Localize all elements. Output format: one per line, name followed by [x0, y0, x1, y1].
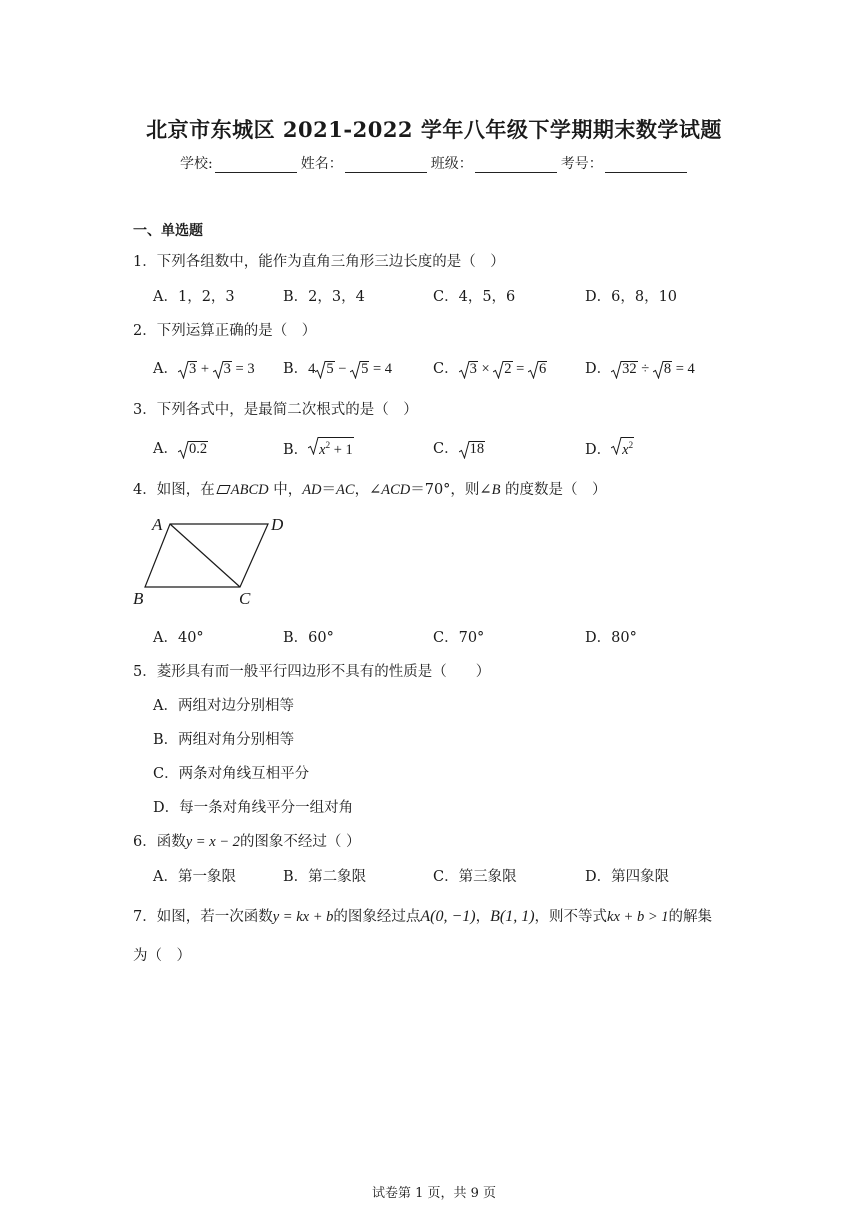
question-2-option-b: B．4 5 − 5 = 4 [283, 361, 393, 377]
school-field[interactable] [215, 157, 297, 173]
section-title: 一、单选题 [133, 223, 203, 239]
question-4-option-b: B．60° [283, 630, 334, 646]
school-label: 学校: [180, 156, 213, 172]
question-3-option-a: A． 0.2 [153, 441, 208, 457]
exam-no-label: 考号： [560, 156, 603, 172]
exam-no-field[interactable] [605, 157, 687, 173]
question-1-option-a: A．1，2，3 [153, 289, 235, 305]
question-6-option-d: D．第四象限 [585, 869, 670, 885]
question-3-option-b: B． $x^2 + 1$ [283, 437, 354, 459]
question-7-stem: 7．如图，若一次函数y = kx + b的图象经过点A(0, −1)，B(1, 1)，则不等式kx + b > 1的解集 [133, 908, 712, 925]
question-4-option-a: A．40° [153, 630, 204, 646]
question-3-option-d: D． $x^2$ [585, 437, 634, 459]
question-4-option-d: D．80° [585, 630, 637, 646]
question-3-stem: 3．下列各式中，是最简二次根式的是（ ） [133, 402, 418, 418]
name-label: 姓名： [300, 156, 343, 172]
parallelogram-abcd [145, 524, 268, 587]
question-4-option-c: C．70° [433, 630, 485, 646]
diagonal-ac [170, 524, 240, 587]
question-7-stem-line2: 为（ ） [133, 948, 191, 964]
page-title: 北京市东城区 2021-2022 学年八年级下学期期末数学试题 [146, 117, 722, 142]
question-2-stem: 2．下列运算正确的是（ ） [133, 323, 317, 339]
question-1-option-c: C．4，5，6 [433, 289, 516, 305]
vertex-label-b: B [133, 589, 144, 608]
vertex-label-a: A [152, 515, 163, 534]
question-6-option-c: C．第三象限 [433, 869, 517, 885]
page-footer: 试卷第 1 页，共 9 页 [371, 1186, 497, 1201]
vertex-label-d: D [271, 515, 284, 534]
question-5-option-c: C．两条对角线互相平分 [153, 766, 310, 782]
parallelogram-icon [216, 485, 230, 494]
class-label: 班级： [430, 156, 473, 172]
question-3-option-c: C． 18 [433, 441, 485, 457]
question-5-option-a: A．两组对边分别相等 [153, 698, 294, 714]
question-6-option-a: A．第一象限 [153, 869, 236, 885]
student-info-row [180, 153, 691, 173]
question-2-option-d: D． 32 ÷ 8 = 4 [585, 361, 695, 377]
name-field[interactable] [345, 157, 427, 173]
question-5-stem: 5．菱形具有而一般平行四边形不具有的性质是（ ） [133, 664, 491, 680]
question-2-option-a: A． 3 + 3 = 3 [153, 361, 255, 377]
question-5-option-b: B．两组对角分别相等 [153, 732, 295, 748]
question-1-option-d: D．6，8，10 [585, 289, 678, 305]
question-5-option-d: D．每一条对角线平分一组对角 [153, 800, 354, 816]
vertex-label-c: C [239, 589, 251, 608]
question-2-option-c: C． 3 × 2 = 6 [433, 361, 547, 377]
question-1-option-b: B．2，3，4 [283, 289, 365, 305]
class-field[interactable] [475, 157, 557, 173]
question-6-option-b: B．第二象限 [283, 869, 367, 885]
question-1-stem: 1．下列各组数中，能作为直角三角形三边长度的是（ ） [133, 254, 505, 270]
question-4-stem: 4．如图，在 ABCD 中，AD＝AC，∠ACD＝70°，则∠B 的度数是（ ） [133, 482, 607, 498]
question-6-stem: 6．函数y = x − 2的图象不经过（ ） [133, 834, 361, 850]
parallelogram-figure [130, 510, 300, 610]
